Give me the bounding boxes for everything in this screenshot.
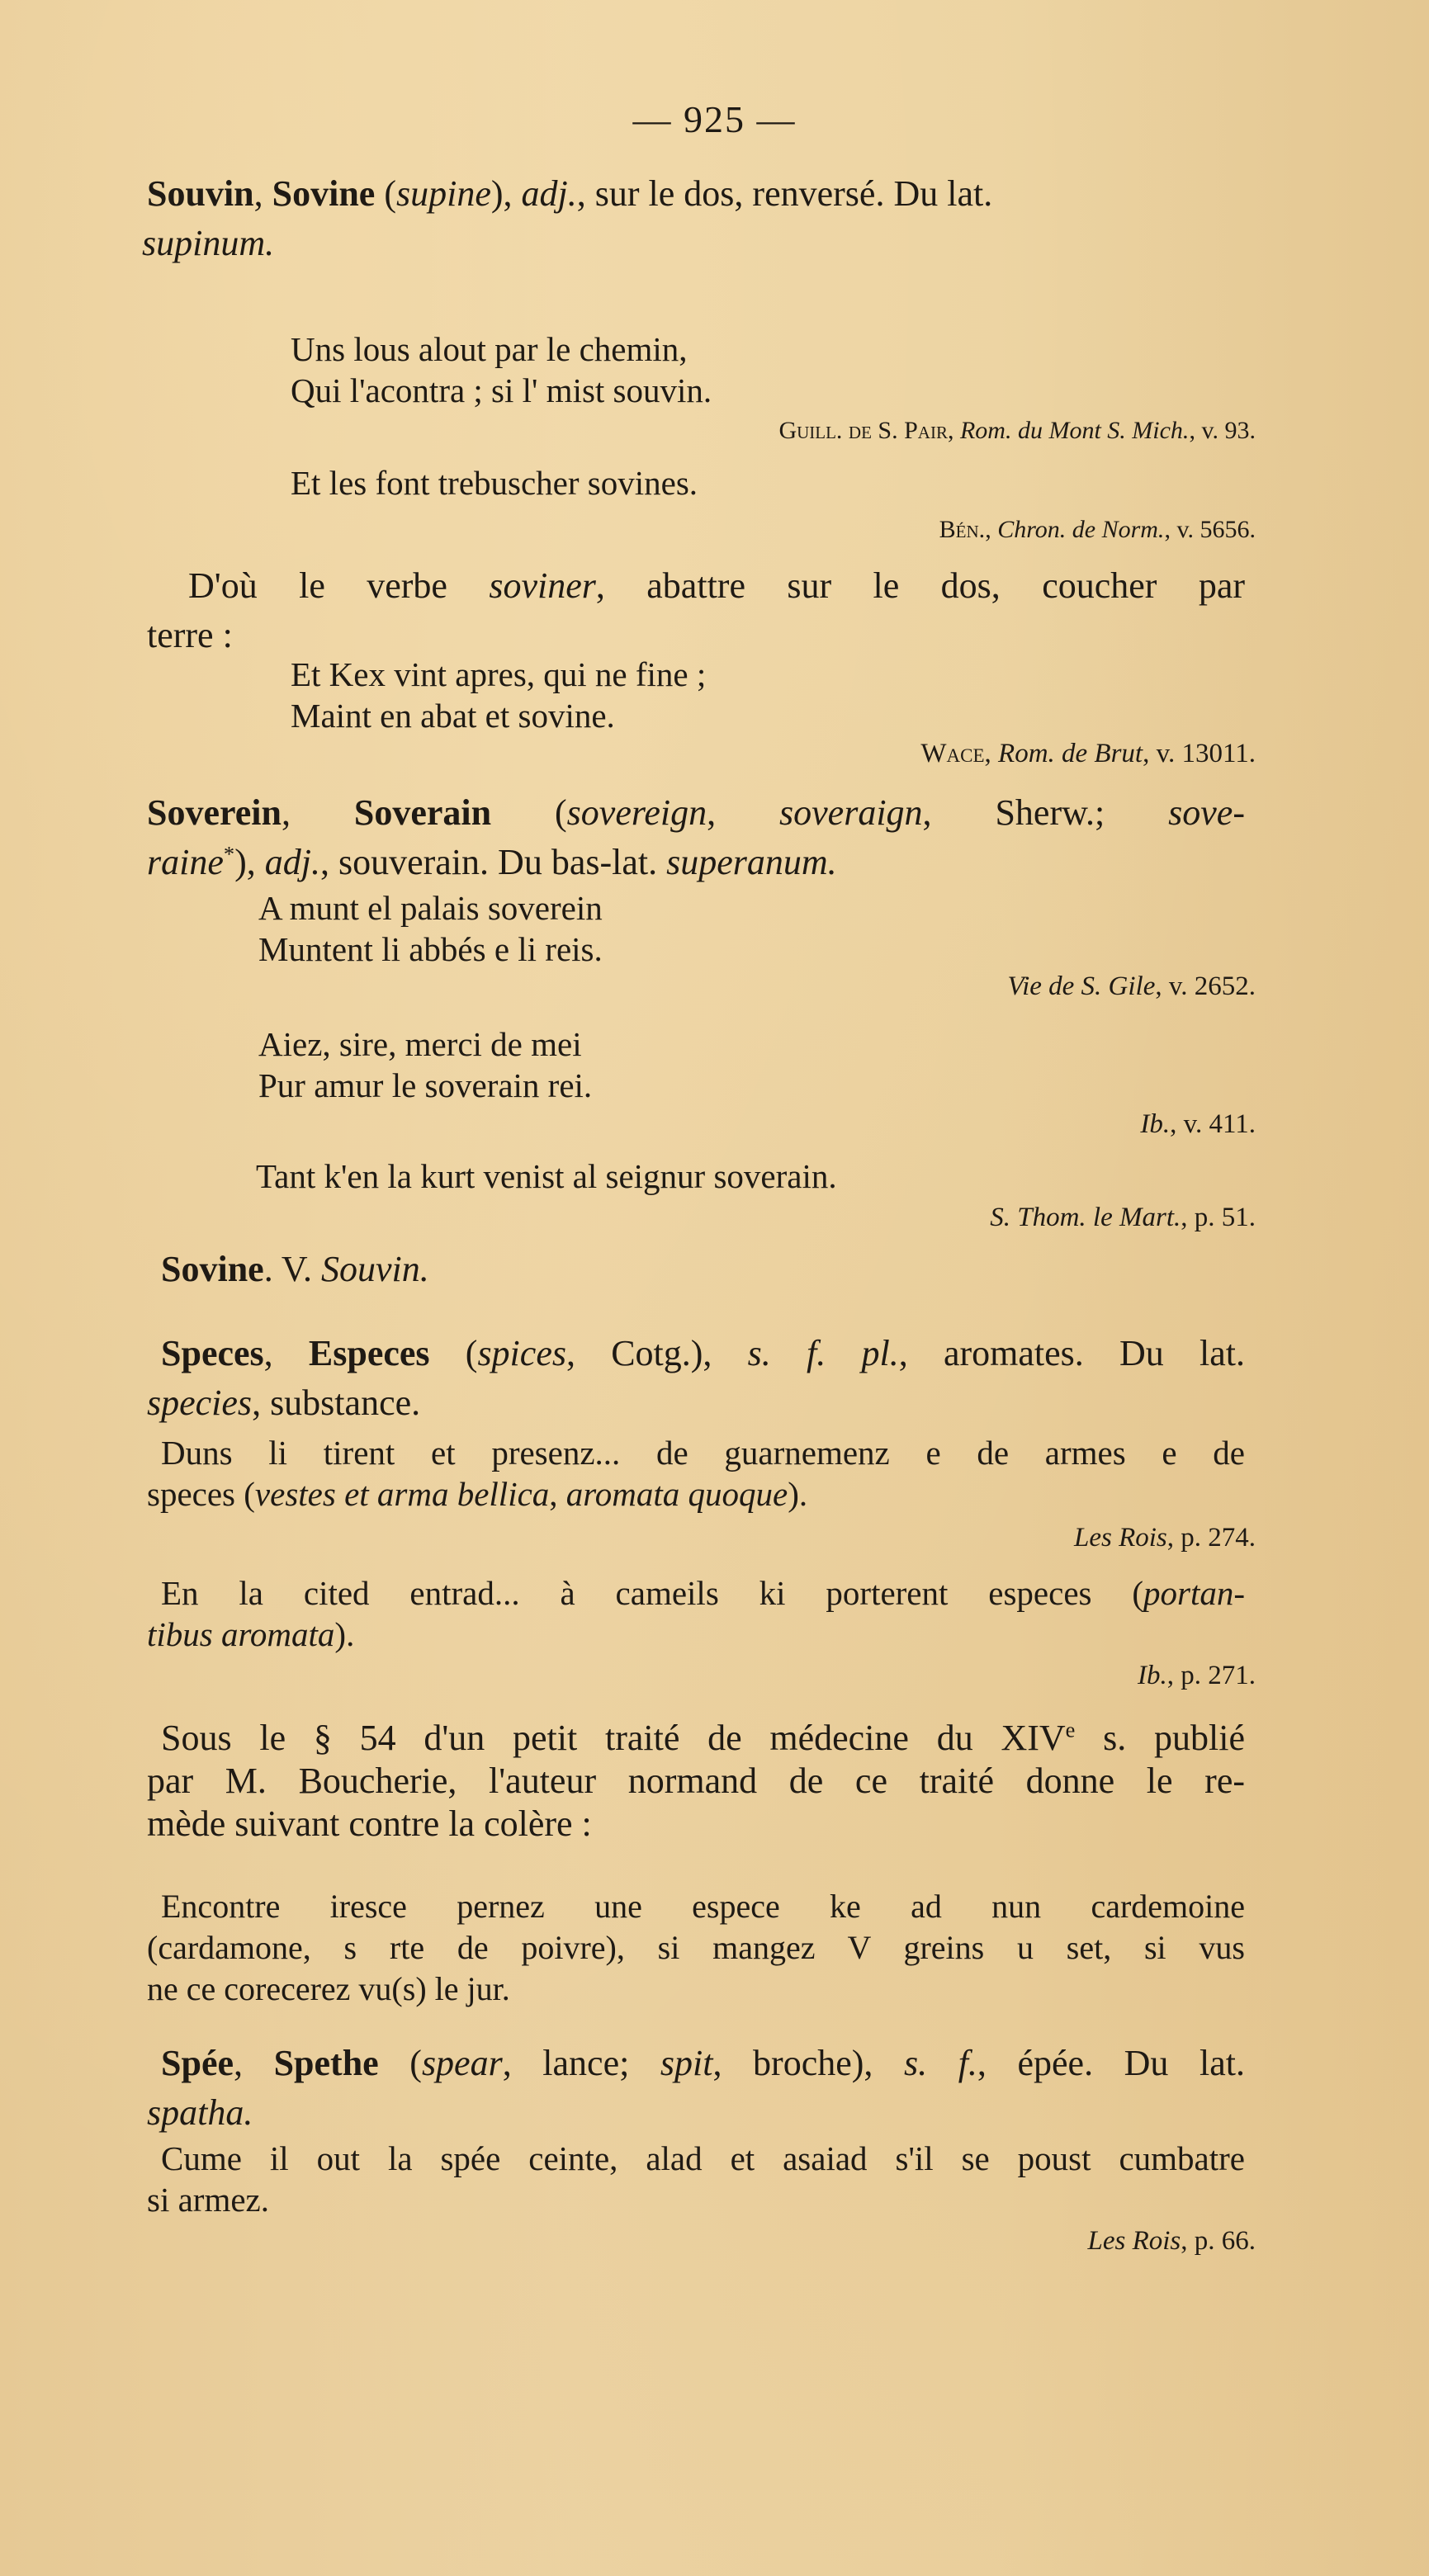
italic-text: Vie de S. Gile	[1007, 971, 1156, 1001]
text-run: ne ce corecerez vu(s) le jur.	[147, 1970, 510, 2007]
headword: Sovine	[161, 1249, 264, 1289]
italic-text: S. Thom. le Mart.	[990, 1203, 1181, 1232]
text-run: , abattre sur le dos, coucher par	[595, 565, 1246, 606]
text-run: Cume il out la spée ceinte, alad et asaiad s'il se poust cumbatre	[161, 2139, 1245, 2177]
italic-text: Les Rois	[1073, 1523, 1167, 1553]
verse-line: A munt el palais soverein	[258, 889, 603, 927]
italic-text: adj.	[264, 842, 320, 882]
text-run: mède suivant contre la colère :	[147, 1803, 592, 1844]
verse-line: Uns lous alout par le chemin,	[291, 330, 688, 368]
remedy-quote	[147, 1886, 1245, 2010]
italic-text: spear	[421, 2043, 503, 2083]
entry-line	[147, 611, 1245, 660]
verse-quote	[258, 887, 603, 970]
citation	[1074, 1521, 1256, 1554]
italic-text: Rom. du Mont S. Mich.	[959, 417, 1190, 444]
entry-line	[161, 1245, 1259, 1294]
text-run: ,	[281, 792, 354, 833]
italic-text: Souvin.	[321, 1249, 429, 1289]
verse-line: Aiez, sire, merci de mei	[258, 1025, 582, 1063]
entry-line	[147, 788, 1245, 838]
entry-line	[147, 1378, 1245, 1428]
italic-text: sove-	[1168, 792, 1245, 833]
italic-text: aromata quoque	[565, 1475, 788, 1513]
italic-text: soveraign	[779, 792, 923, 833]
entry-line	[147, 2039, 1245, 2088]
verse-line: Et les font trebuscher sovines.	[291, 464, 698, 502]
citation	[1087, 2224, 1256, 2257]
italic-text: sovereign	[566, 792, 707, 833]
italic-text: Les Rois	[1087, 2226, 1181, 2256]
italic-text: Rom. de Brut	[998, 739, 1143, 768]
verse-line: Muntent li abbés e li reis.	[258, 930, 603, 968]
italic-text: supine	[396, 173, 491, 214]
verse-line: Et Kex vint apres, qui ne fine ;	[291, 655, 707, 693]
quote-line	[147, 2179, 1245, 2220]
italic-text: spices	[477, 1333, 566, 1373]
entry-line	[147, 2088, 1245, 2138]
citation	[990, 1201, 1256, 1234]
entry-line	[147, 1329, 1245, 1378]
verse-quote	[291, 462, 698, 503]
citation	[1138, 1659, 1256, 1692]
italic-text: spit	[660, 2043, 713, 2083]
italic-text: adj.	[521, 173, 577, 214]
text-run: si armez.	[147, 2181, 269, 2219]
italic-text: tibus aromata	[147, 1615, 335, 1653]
quote-line	[147, 2138, 1245, 2179]
entry-line	[142, 219, 1245, 268]
text-run: , v. 13011.	[1143, 739, 1256, 768]
entry-line	[147, 838, 1245, 887]
headword: Sovine	[272, 173, 376, 214]
text-run: Encontre iresce pernez une espece ke ad nun cardemoine	[161, 1888, 1245, 1925]
entry-soviner	[147, 561, 1245, 660]
text-run: D'où le verbe	[188, 565, 490, 606]
text-run: (cardamone, s rte de poivre), si mangez V greins u set, si vus	[147, 1929, 1245, 1966]
entry-sovine	[161, 1245, 1259, 1294]
verse-line: Maint en abat et sovine.	[291, 697, 615, 735]
verse-quote	[291, 328, 712, 411]
text-run: En la cited entrad... à cameils ki porterent especes (	[161, 1574, 1143, 1612]
text-run: , Cotg.),	[565, 1333, 748, 1373]
text-run: , lance;	[502, 2043, 660, 2083]
entry-line	[147, 169, 1245, 219]
author-name: Bén.	[939, 516, 986, 543]
text-run: ,	[985, 516, 998, 543]
text-run: ,	[234, 2043, 274, 2083]
text-run: (	[378, 2043, 422, 2083]
note-line	[147, 1803, 1245, 1846]
entry-speces	[147, 1329, 1245, 1428]
italic-text: superanum.	[666, 842, 837, 882]
remedy-line	[147, 1969, 1245, 2010]
text-run: ).	[788, 1475, 808, 1513]
text-run: ,	[947, 417, 960, 444]
author-name: Guill. de S. Pair	[778, 417, 948, 444]
citation	[939, 513, 1256, 546]
citation	[1007, 970, 1256, 1003]
text-run: ,	[549, 1475, 566, 1513]
text-run: , v. 2652.	[1155, 971, 1256, 1001]
verse-line: Pur amur le soverain rei.	[258, 1066, 593, 1104]
text-run: *	[223, 841, 235, 867]
text-run: ,	[707, 792, 780, 833]
text-run: , p. 271.	[1166, 1661, 1256, 1690]
text-run: (	[491, 792, 567, 833]
italic-text: spatha.	[147, 2092, 253, 2133]
verse-quote	[291, 654, 706, 736]
text-run: , p. 51.	[1181, 1203, 1256, 1232]
citation	[778, 414, 1256, 447]
headword: Soverain	[353, 792, 492, 833]
italic-text: s. f.	[904, 2043, 977, 2083]
text-run: s. publié	[1075, 1718, 1245, 1758]
text-run: , p. 66.	[1181, 2226, 1256, 2256]
verse-quote	[258, 1023, 592, 1106]
author-name: Wace	[920, 739, 985, 768]
remedy-line	[147, 1927, 1245, 1969]
text-run: terre :	[147, 615, 233, 655]
italic-text: Ib.	[1138, 1661, 1167, 1690]
verse-quote	[256, 1156, 837, 1197]
text-run: , souverain. Du bas-lat.	[319, 842, 667, 882]
verse-line: Qui l'acontra ; si l' mist souvin.	[291, 371, 712, 409]
text-run: , sur le dos, renversé. Du lat.	[576, 173, 993, 214]
remedy-line	[147, 1886, 1245, 1927]
italic-text: vestes et arma bellica	[254, 1475, 550, 1513]
quote-line	[147, 1473, 1245, 1515]
text-run: Sous le § 54 d'un petit traité de médecine du XIV	[161, 1718, 1066, 1758]
quote-speces-1	[147, 1432, 1245, 1515]
text-run: , aromates. Du lat.	[898, 1333, 1245, 1373]
headword: Soverein	[147, 792, 282, 833]
quote-line	[147, 1614, 1245, 1655]
text-run: ,	[253, 173, 272, 214]
headword: Especes	[308, 1333, 430, 1373]
italic-text: soviner	[489, 565, 596, 606]
note-speces	[147, 1717, 1245, 1846]
text-run: , v. 411.	[1170, 1109, 1256, 1139]
text-run: , v. 5656.	[1164, 516, 1256, 543]
text-run: , v. 93.	[1189, 417, 1256, 444]
text-run: e	[1065, 1717, 1076, 1742]
quote-line	[147, 1572, 1245, 1614]
page-number: — 925 —	[632, 98, 797, 140]
italic-text: raine	[147, 842, 224, 882]
text-run: ,	[263, 1333, 309, 1373]
quote-speces-2	[147, 1572, 1245, 1655]
quote-spee	[147, 2138, 1245, 2220]
text-run: ).	[334, 1615, 355, 1653]
note-line	[147, 1760, 1245, 1803]
text-run: , substance.	[252, 1383, 421, 1423]
text-run: , épée. Du lat.	[977, 2043, 1245, 2083]
headword: Spée	[161, 2043, 234, 2083]
text-run: (	[375, 173, 396, 214]
text-run: , broche),	[712, 2043, 904, 2083]
italic-text: s. f. pl.	[747, 1333, 899, 1373]
text-run: ),	[234, 842, 265, 882]
quote-line	[147, 1432, 1245, 1473]
text-run: par M. Boucherie, l'auteur normand de ce traité donne le re-	[147, 1761, 1245, 1801]
note-line	[147, 1717, 1245, 1760]
entry-spee	[147, 2039, 1245, 2138]
headword: Speces	[161, 1333, 264, 1373]
text-run: ,	[984, 739, 999, 768]
italic-text: portan-	[1143, 1574, 1245, 1612]
text-run: Duns li tirent et presenz... de guarnemenz e de armes e de	[161, 1434, 1245, 1472]
entry-soverein	[147, 788, 1245, 887]
text-run: , Sherw.;	[922, 792, 1169, 833]
text-run: . V.	[263, 1249, 322, 1289]
text-run: (	[429, 1333, 478, 1373]
entry-line	[147, 561, 1245, 611]
italic-text: Ib.	[1140, 1109, 1171, 1139]
citation	[920, 737, 1256, 770]
italic-text: species	[147, 1383, 253, 1423]
italic-text: Chron. de Norm.	[997, 516, 1165, 543]
text-run: ),	[490, 173, 522, 214]
headword: Spethe	[273, 2043, 379, 2083]
citation	[1140, 1108, 1256, 1141]
entry-souvin	[142, 169, 1245, 268]
verse-line: Tant k'en la kurt venist al seignur soverain.	[256, 1157, 837, 1195]
text-run: , p. 274.	[1166, 1523, 1256, 1553]
headword: Souvin	[147, 173, 254, 214]
italic-text: supinum.	[142, 223, 275, 263]
text-run: speces (	[147, 1475, 255, 1513]
